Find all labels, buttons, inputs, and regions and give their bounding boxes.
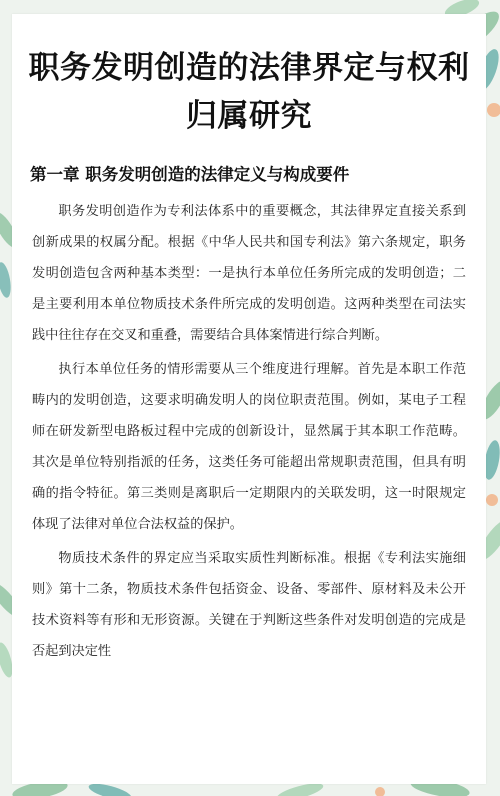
body-paragraph-1: 职务发明创造作为专利法体系中的重要概念，其法律界定直接关系到创新成果的权属分配。根据《中华人民共和国专利法》第六条规定，职务发明创造包含两种基本类型：一是执行本单位任务所完成的发明创造；二是主要利用本单位物质技术条件所完成的发明创造。这两种类型在司法实践中往往存在交叉和重叠，需要结合具体案情进行综合判断。 [32, 204, 466, 343]
document-page [12, 14, 486, 784]
body-paragraph-3: 物质技术条件的界定应当采取实质性判断标准。根据《专利法实施细则》第十二条，物质技术条件包括资金、设备、零部件、原材料及未公开技术资料等有形和无形资源。关键在于判断这些条件对发明创造的完成是否起到决定性 [32, 551, 466, 659]
chapter-heading: 第一章 职务发明创造的法律定义与构成要件 [30, 165, 350, 184]
document-title: 职务发明创造的法律界定与权利归属研究 [28, 50, 470, 134]
body-paragraph-2: 执行本单位任务的情形需要从三个维度进行理解。首先是本职工作范畴内的发明创造，这要求明确发明人的岗位职责范围。例如，某电子工程师在研发新型电路板过程中完成的创新设计，显然属于其本职工作范畴。其次是单位特别指派的任务，这类任务可能超出常规职责范围，但具有明确的指令特征。第三类则是离职后一定期限内的关联发明，这一时限规定体现了法律对单位合法权益的保护。 [32, 362, 466, 532]
